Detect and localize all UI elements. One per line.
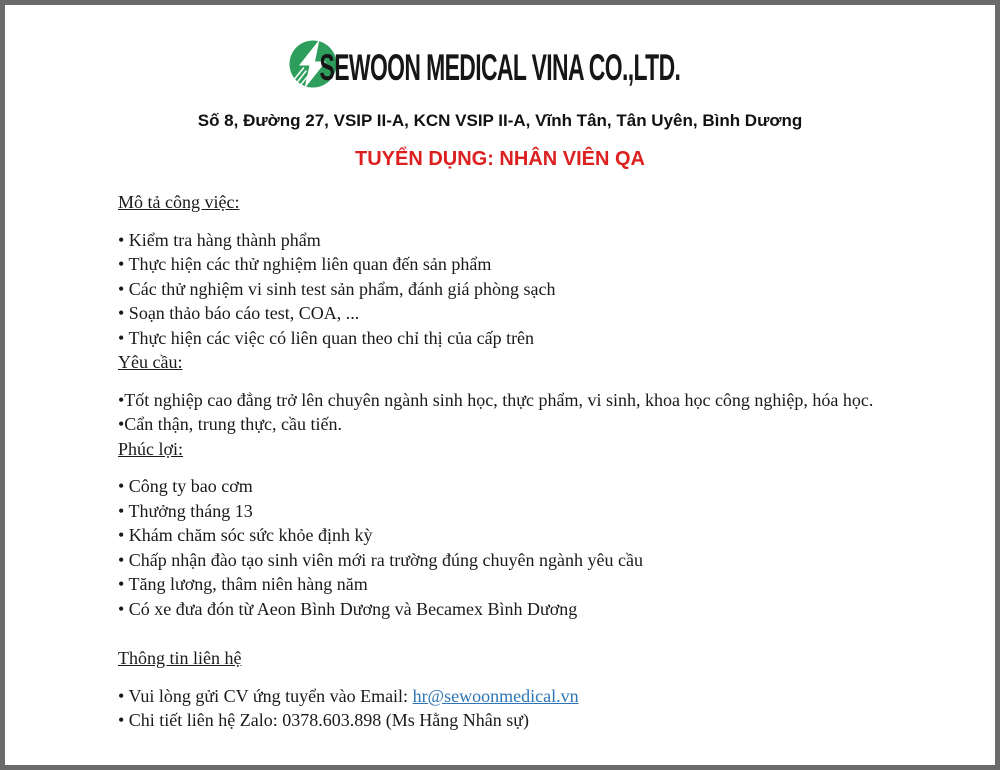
document-body bbox=[5, 170, 995, 733]
list-item: • Soạn thảo báo cáo test, COA, ... bbox=[118, 303, 360, 323]
section-heading-contact: Thông tin liên hệ bbox=[118, 648, 242, 668]
company-logo bbox=[5, 47, 995, 89]
list-item: • Thưởng tháng 13 bbox=[118, 500, 253, 521]
list-item: • Thực hiện các thử nghiệm liên quan đến sản phẩm bbox=[118, 254, 492, 274]
contact-zalo-line: • Chi tiết liên hệ Zalo: 0378.603.898 (Ms Hằng Nhân sự) bbox=[118, 710, 530, 730]
section-heading-benefits: Phúc lợi: bbox=[118, 438, 184, 459]
list-item: • Tăng lương, thâm niên hàng năm bbox=[118, 574, 368, 594]
list-item: • Công ty bao cơm bbox=[118, 476, 253, 496]
section-heading-job-description: Mô tả công việc: bbox=[118, 192, 240, 212]
job-posting-title: TUYỂN DỤNG: NHÂN VIÊN QA bbox=[354, 148, 645, 170]
email-link[interactable]: hr@sewoonmedical.vn bbox=[412, 685, 579, 706]
email-line-prefix: • Vui lòng gửi CV ứng tuyển vào Email: bbox=[118, 685, 413, 706]
list-item: • Thực hiện các việc có liên quan theo chỉ thị của cấp trên bbox=[118, 327, 535, 348]
list-item: • Kiểm tra hàng thành phẩm bbox=[118, 229, 321, 250]
contact-email-line bbox=[118, 684, 882, 709]
list-item: •Tốt nghiệp cao đẳng trở lên chuyên ngành sinh học, thực phẩm, vi sinh, khoa học công nghiệp, hóa học. bbox=[118, 389, 874, 410]
list-item: • Chấp nhận đào tạo sinh viên mới ra trường đúng chuyên ngành yêu cầu bbox=[118, 549, 643, 570]
list-item: •Cẩn thận, trung thực, cầu tiến. bbox=[118, 414, 342, 434]
list-item: • Khám chăm sóc sức khỏe định kỳ bbox=[118, 525, 373, 545]
section-heading-requirements: Yêu cầu: bbox=[118, 352, 183, 372]
company-address: Số 8, Đường 27, VSIP II-A, KCN VSIP II-A, Vĩnh Tân, Tân Uyên, Bình Dương bbox=[197, 111, 803, 130]
list-item: • Có xe đưa đón từ Aeon Bình Dương và Becamex Bình Dương bbox=[118, 598, 578, 619]
company-name: SEWOON MEDICAL VINA CO.,LTD. bbox=[319, 47, 681, 88]
list-item: • Các thử nghiệm vi sinh test sản phẩm, đánh giá phòng sạch bbox=[118, 278, 556, 299]
document-header bbox=[5, 5, 995, 101]
